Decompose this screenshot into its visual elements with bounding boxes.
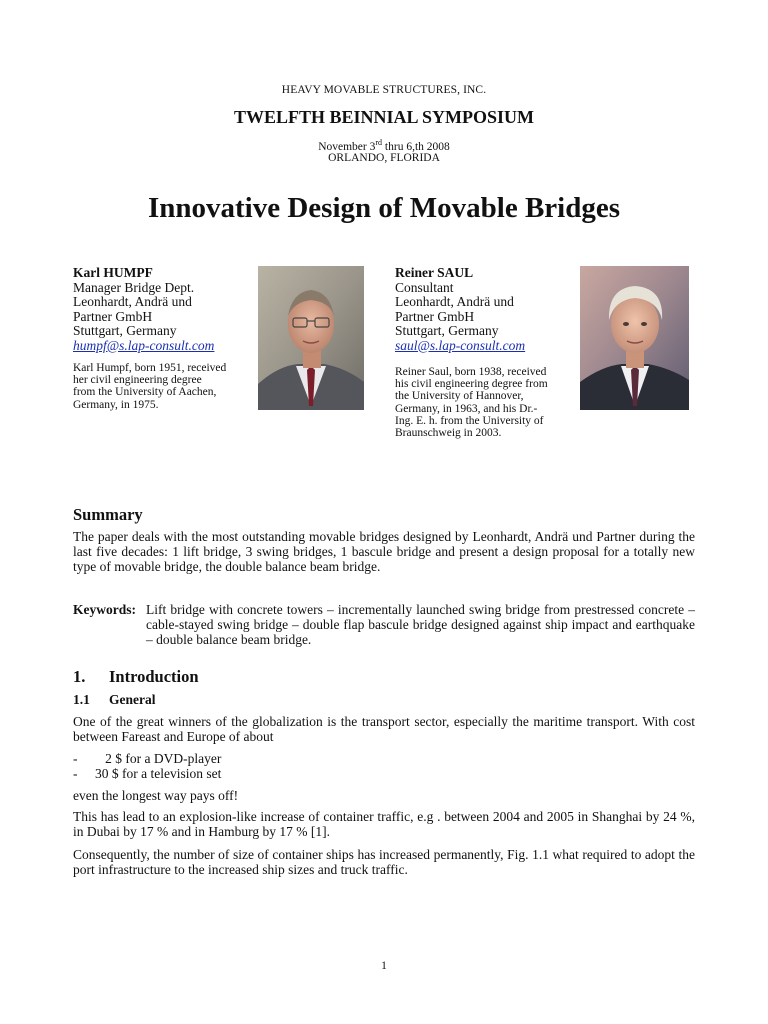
bio-line: Ing. E. h. from the University of: [395, 414, 544, 427]
author-position: Manager Bridge Dept.: [73, 279, 195, 295]
author-photo-saul: [580, 266, 689, 410]
section-title: Introduction: [109, 667, 199, 686]
bio-line: Germany, in 1975.: [73, 398, 159, 411]
bio-line: the University of Hannover,: [395, 390, 524, 403]
keywords-text: Lift bridge with concrete towers – incrementally launched swing bridge from prestressed concrete – cable-stayed swing bridge – double flap bascule bridge designed against ship impact and earthquake – double balance beam bridge.: [146, 602, 695, 647]
author-company-line2: Partner GmbH: [73, 308, 153, 324]
list-item-text: 2 $ for a DVD-player: [95, 751, 222, 766]
bio-line: Karl Humpf, born 1951, received: [73, 362, 227, 374]
date-prefix: November 3: [318, 140, 376, 153]
subsection-heading-general: [73, 692, 156, 708]
author-company-line1: Leonhardt, Andrä und: [395, 294, 514, 309]
summary-heading: Summary: [73, 505, 143, 524]
author-company-line1: Leonhardt, Andrä und: [73, 294, 192, 309]
intro-paragraph-2: even the longest way pays off!: [73, 788, 239, 803]
intro-paragraph-4: Consequently, the number of size of container ships has increased permanently, Fig. 1.1 what required to adopt the port infrastructure to the increased ship sizes and truck traffic.: [73, 847, 695, 877]
bio-line: her civil engineering degree: [73, 374, 202, 387]
author-email-link[interactable]: saul@s.lap-consult.com: [395, 337, 526, 353]
author-name: Reiner SAUL: [395, 265, 474, 280]
author-photo-humpf: [258, 266, 364, 410]
date-suffix: thru 6,th 2008: [382, 140, 450, 153]
author-email-link[interactable]: humpf@s.lap-consult.com: [73, 337, 215, 353]
subsection-title: General: [109, 692, 156, 707]
page-number: 1: [381, 960, 387, 972]
organization-name: HEAVY MOVABLE STRUCTURES, INC.: [281, 84, 487, 96]
section-number: 1.: [73, 667, 86, 686]
symposium-dates: [0, 138, 768, 153]
author-position: Consultant: [395, 279, 454, 295]
list-item-text: 30 $ for a television set: [95, 766, 222, 781]
author-bio-humpf: [73, 362, 263, 411]
author-city: Stuttgart, Germany: [395, 323, 499, 338]
author-block-saul: [395, 266, 575, 353]
author-block-humpf: [73, 266, 263, 353]
keywords-label: Keywords:: [73, 602, 136, 617]
subsection-number: 1.1: [73, 692, 90, 707]
intro-paragraph-3: This has lead to an explosion-like increase of container traffic, e.g . between 2004 and 2005 in Shanghai by 24 %, in Dubai by 17 % and in Hamburg by 17 % [1].: [73, 809, 695, 839]
author-company-line2: Partner GmbH: [395, 308, 475, 324]
symposium-title: TWELFTH BEINNIAL SYMPOSIUM: [233, 107, 535, 127]
paper-title: Innovative Design of Movable Bridges: [147, 192, 621, 224]
bio-line: from the University of Aachen,: [73, 386, 217, 399]
author-name: Karl HUMPF: [73, 265, 153, 280]
list-item: [73, 766, 221, 782]
list-item: [73, 751, 221, 767]
author-city: Stuttgart, Germany: [73, 323, 177, 338]
section-heading-introduction: [73, 667, 199, 687]
bio-line: Braunschweig in 2003.: [395, 427, 502, 440]
intro-paragraph-1: One of the great winners of the globalization is the transport sector, especially the maritime transport. With cost between Fareast and Europe of about: [73, 714, 695, 744]
list-dash: -: [73, 751, 78, 766]
symposium-location: ORLANDO, FLORIDA: [328, 152, 440, 164]
bio-line: his civil engineering degree from: [395, 378, 548, 391]
bio-line: Germany, in 1963, and his Dr.-: [395, 402, 538, 415]
author-bio-saul: [395, 366, 575, 439]
bio-line: Reiner Saul, born 1938, received: [395, 366, 547, 378]
date-superscript: rd: [375, 138, 383, 147]
list-dash: -: [73, 766, 78, 781]
summary-text: The paper deals with the most outstanding movable bridges designed by Leonhardt, Andrä und Partner during the last five decades: 1 lift bridge, 3 swing bridges, 1 bascule bridge and present a design proposal for a totally new type of movable bridge, the double balance beam bridge.: [73, 529, 695, 574]
